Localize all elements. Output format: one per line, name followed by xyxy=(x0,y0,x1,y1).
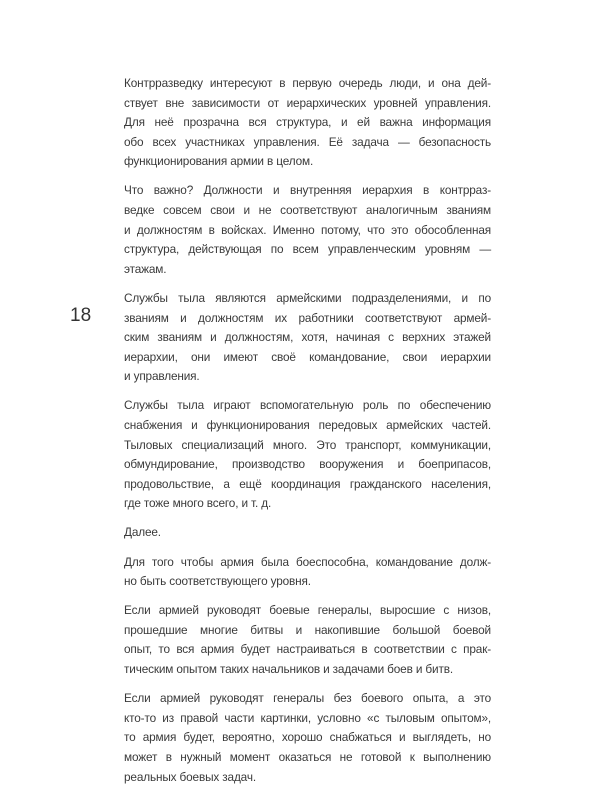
text-line: реальных боевых задач. xyxy=(124,769,256,784)
text-line: где тоже много всего, и т. д. xyxy=(124,496,272,511)
text-line: может в нужный момент оказаться не готовой к выполнению xyxy=(124,749,491,764)
page-number: 18 xyxy=(70,305,92,326)
text-line: Далее. xyxy=(124,525,161,540)
text-line: структура, действующая по всем управленческим уровням — xyxy=(124,242,491,257)
paragraph xyxy=(124,689,491,787)
text-line: Для неё прозрачна вся структура, и ей важна информация xyxy=(124,115,491,130)
paragraph xyxy=(124,74,491,172)
text-line: Тыловых специализаций много. Это транспорт, коммуникации, xyxy=(124,437,491,452)
paragraph xyxy=(124,523,491,543)
text-line: прошедшие многие битвы и накопившие большой боевой xyxy=(124,622,491,637)
text-line: тическим опытом таких начальников и задачами боев и битв. xyxy=(124,662,453,677)
text-line: Службы тыла играют вспомогательную роль по обеспечению xyxy=(124,398,491,413)
text-line: ведке совсем свои и не соответствуют аналогичным званиям xyxy=(124,203,491,218)
text-line: но быть соответствующего уровня. xyxy=(124,574,311,589)
text-line: то армия будет, вероятно, хорошо снабжаться и выглядеть, но xyxy=(124,730,491,745)
text-line: Для того чтобы армия была боеспособна, командование долж- xyxy=(124,554,491,569)
text-line: Службы тыла являются армейскими подразделениями, и по xyxy=(124,290,491,305)
text-line: и должностям в войсках. Именно потому, что это обособленная xyxy=(124,222,491,237)
text-line: Что важно? Должности и внутренняя иерархия в контрраз- xyxy=(124,183,491,198)
paragraph xyxy=(124,553,491,592)
paragraph xyxy=(124,601,491,679)
paragraph xyxy=(124,289,491,387)
text-line: званиям и должностям их работники соответствуют армей- xyxy=(124,310,491,325)
text-line: Если армией руководят боевые генералы, выросшие с низов, xyxy=(124,603,491,618)
text-line: и управления. xyxy=(124,369,200,384)
text-line: ским званиям и должностям, хотя, начиная с верхних этажей xyxy=(124,330,491,345)
text-line: ствует вне зависимости от иерархических уровней управления. xyxy=(124,95,491,110)
text-line: обо всех участниках управления. Её задача — безопасность xyxy=(124,134,491,149)
text-line: функционирования армии в целом. xyxy=(124,154,314,169)
paragraph xyxy=(124,396,491,514)
text-line: опыт, то вся армия будет настраиваться в соответствии с прак- xyxy=(124,642,491,657)
text-line: этажам. xyxy=(124,261,167,276)
text-line: иерархии, они имеют своё командование, свои иерархии xyxy=(124,349,491,364)
body-text xyxy=(124,74,491,797)
text-line: Контрразведку интересуют в первую очередь люди, и она дей- xyxy=(124,76,491,90)
text-line: снабжения и функционирования передовых армейских частей. xyxy=(124,418,491,432)
paragraph xyxy=(124,181,491,279)
text-line: кто-то из правой части картинки, условно «с тыловым опытом», xyxy=(124,710,491,725)
text-line: продовольствие, а ещё координация гражданского населения, xyxy=(124,476,491,491)
text-line: обмундирование, производство вооружения и боеприпасов, xyxy=(124,457,491,472)
text-line: Если армией руководят генералы без боевого опыта, а это xyxy=(124,691,491,706)
